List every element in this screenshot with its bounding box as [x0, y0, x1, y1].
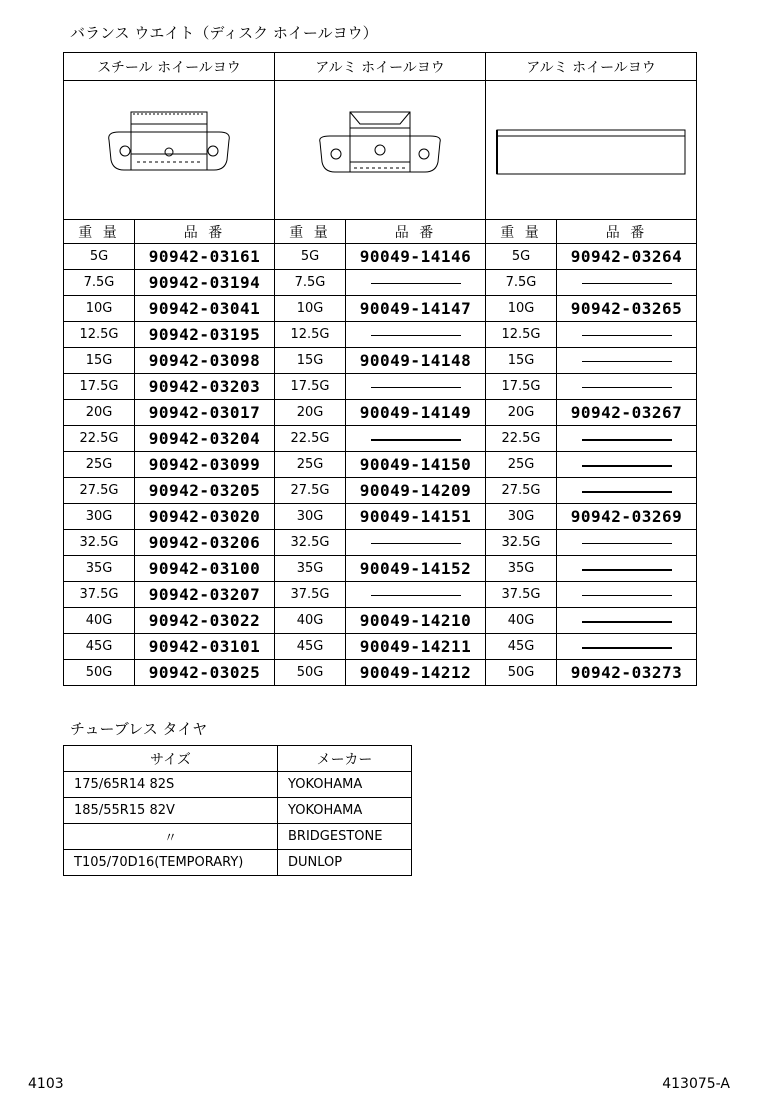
alloy-weight-cell: 20G — [275, 400, 346, 426]
tire-maker-cell: BRIDGESTONE — [278, 824, 412, 850]
steel-part-number: 90942-03195 — [135, 322, 275, 348]
not-applicable-dash — [582, 569, 672, 571]
alloy-weight-cell: 40G — [275, 608, 346, 634]
steel-weight-header: 重 量 — [64, 220, 135, 244]
not-applicable-dash — [371, 595, 461, 596]
alloy-weight-cell: 22.5G — [275, 426, 346, 452]
alloy-part-number: 90049-14147 — [346, 296, 486, 322]
alloy2-weight-cell: 45G — [486, 634, 557, 660]
table-row — [64, 634, 697, 660]
alloy2-part-number — [557, 556, 697, 582]
alloy2-part-number — [557, 634, 697, 660]
alloy2-part-number — [557, 322, 697, 348]
maker-header: メーカー — [278, 746, 412, 772]
not-applicable-dash — [371, 543, 461, 544]
alloy2-part-number: 90942-03269 — [557, 504, 697, 530]
alloy2-weight-cell: 40G — [486, 608, 557, 634]
table-row — [64, 348, 697, 374]
alloy2-part-number — [557, 478, 697, 504]
not-applicable-dash — [582, 543, 672, 544]
alloy-part-number — [346, 270, 486, 296]
table-row — [64, 530, 697, 556]
alloy-weight-cell: 17.5G — [275, 374, 346, 400]
steel-part-header: 品 番 — [135, 220, 275, 244]
alloy-part-number: 90049-14211 — [346, 634, 486, 660]
alloy2-weight-cell: 10G — [486, 296, 557, 322]
alloy-weight-cell: 30G — [275, 504, 346, 530]
steel-part-number: 90942-03194 — [135, 270, 275, 296]
not-applicable-dash — [582, 439, 672, 441]
steel-part-number: 90942-03017 — [135, 400, 275, 426]
steel-part-number: 90942-03098 — [135, 348, 275, 374]
tire-size-cell: 175/65R14 82S — [64, 772, 278, 798]
steel-weight-cell: 20G — [64, 400, 135, 426]
alloy2-part-number — [557, 348, 697, 374]
alloy-weight-cell: 32.5G — [275, 530, 346, 556]
alloy2-weight-cell: 35G — [486, 556, 557, 582]
not-applicable-dash — [371, 283, 461, 284]
alloy2-weight-cell: 7.5G — [486, 270, 557, 296]
table-row — [64, 400, 697, 426]
not-applicable-dash — [582, 283, 672, 284]
tire-size-cell: T105/70D16(TEMPORARY) — [64, 850, 278, 876]
alloy2-part-number — [557, 374, 697, 400]
steel-weight-cell: 35G — [64, 556, 135, 582]
tire-row — [64, 798, 412, 824]
alloy-part-number: 90049-14212 — [346, 660, 486, 686]
alloy2-weight-cell: 12.5G — [486, 322, 557, 348]
tire-size-cell: 〃 — [64, 824, 278, 850]
alloy-weight-cell: 37.5G — [275, 582, 346, 608]
table-row — [64, 556, 697, 582]
alloy2-part-number — [557, 452, 697, 478]
alloy2-part-number — [557, 582, 697, 608]
not-applicable-dash — [371, 387, 461, 388]
alloy-part-number: 90049-14209 — [346, 478, 486, 504]
alloy-weight-illustration — [275, 81, 486, 220]
steel-part-number: 90942-03022 — [135, 608, 275, 634]
alloy2-weight-cell: 30G — [486, 504, 557, 530]
steel-part-number: 90942-03205 — [135, 478, 275, 504]
tire-row — [64, 772, 412, 798]
table-row — [64, 244, 697, 270]
steel-part-number: 90942-03206 — [135, 530, 275, 556]
tire-maker-cell: YOKOHAMA — [278, 772, 412, 798]
not-applicable-dash — [582, 621, 672, 623]
alloy-weight-cell: 35G — [275, 556, 346, 582]
alloy2-weight-cell: 22.5G — [486, 426, 557, 452]
alloy2-weight-cell: 32.5G — [486, 530, 557, 556]
not-applicable-dash — [582, 491, 672, 493]
table-row — [64, 582, 697, 608]
alloy2-weight-cell: 20G — [486, 400, 557, 426]
alloy-weight-cell: 25G — [275, 452, 346, 478]
steel-weight-cell: 45G — [64, 634, 135, 660]
alloy-part-number: 90049-14146 — [346, 244, 486, 270]
size-header: サイズ — [64, 746, 278, 772]
tire-row — [64, 824, 412, 850]
steel-weight-cell: 15G — [64, 348, 135, 374]
table-row — [64, 296, 697, 322]
alloy2-weight-cell: 5G — [486, 244, 557, 270]
steel-weight-cell: 22.5G — [64, 426, 135, 452]
alloy2-part-number: 90942-03265 — [557, 296, 697, 322]
alloy-part-number — [346, 530, 486, 556]
alloy2-weight-cell: 17.5G — [486, 374, 557, 400]
steel-part-number: 90942-03204 — [135, 426, 275, 452]
alloy2-part-number — [557, 426, 697, 452]
table-row — [64, 478, 697, 504]
alloy-weight-cell: 12.5G — [275, 322, 346, 348]
steel-weight-cell: 32.5G — [64, 530, 135, 556]
alloy-weight-cell: 45G — [275, 634, 346, 660]
steel-part-number: 90942-03099 — [135, 452, 275, 478]
adhesive-weight-illustration — [486, 81, 697, 220]
alloy2-part-number — [557, 270, 697, 296]
steel-weight-cell: 17.5G — [64, 374, 135, 400]
steel-weight-cell: 5G — [64, 244, 135, 270]
alloy-wheel-column-header: アルミ ホイールヨウ — [275, 53, 486, 81]
adhesive-weight-strip-icon — [493, 120, 689, 180]
alloy-part-number: 90049-14148 — [346, 348, 486, 374]
not-applicable-dash — [582, 647, 672, 649]
steel-part-number: 90942-03161 — [135, 244, 275, 270]
alloy-part-number — [346, 426, 486, 452]
tire-size-cell: 185/55R15 82V — [64, 798, 278, 824]
tire-maker-cell: DUNLOP — [278, 850, 412, 876]
alloy-weight-cell: 27.5G — [275, 478, 346, 504]
steel-part-number: 90942-03041 — [135, 296, 275, 322]
alloy-part-number: 90049-14151 — [346, 504, 486, 530]
alloy-part-number: 90049-14150 — [346, 452, 486, 478]
table-row — [64, 270, 697, 296]
steel-part-number: 90942-03020 — [135, 504, 275, 530]
not-applicable-dash — [582, 465, 672, 467]
alloy-weight-cell: 15G — [275, 348, 346, 374]
alloy2-part-number — [557, 530, 697, 556]
alloy-weight-cell: 7.5G — [275, 270, 346, 296]
not-applicable-dash — [582, 335, 672, 336]
steel-weight-cell: 37.5G — [64, 582, 135, 608]
steel-part-number: 90942-03100 — [135, 556, 275, 582]
alloy-part-number: 90049-14152 — [346, 556, 486, 582]
alloy-part-number: 90049-14210 — [346, 608, 486, 634]
table-row — [64, 608, 697, 634]
alloy-weight-header: 重 量 — [275, 220, 346, 244]
alloy-part-number — [346, 374, 486, 400]
alloy-weight-cell: 10G — [275, 296, 346, 322]
steel-part-number: 90942-03101 — [135, 634, 275, 660]
steel-weight-cell: 12.5G — [64, 322, 135, 348]
not-applicable-dash — [582, 387, 672, 388]
not-applicable-dash — [582, 595, 672, 596]
alloy2-weight-cell: 15G — [486, 348, 557, 374]
steel-weight-cell: 7.5G — [64, 270, 135, 296]
steel-weight-cell: 40G — [64, 608, 135, 634]
not-applicable-dash — [371, 439, 461, 441]
steel-weight-cell: 50G — [64, 660, 135, 686]
steel-weight-cell: 10G — [64, 296, 135, 322]
alloy-part-header: 品 番 — [346, 220, 486, 244]
alloy-part-number — [346, 582, 486, 608]
steel-clip-weight-icon — [99, 110, 239, 190]
alloy2-weight-cell: 27.5G — [486, 478, 557, 504]
table-row — [64, 374, 697, 400]
table-row — [64, 322, 697, 348]
steel-part-number: 90942-03207 — [135, 582, 275, 608]
table-row — [64, 660, 697, 686]
steel-part-number: 90942-03025 — [135, 660, 275, 686]
tire-section-title: チューブレス タイヤ — [70, 720, 208, 738]
alloy2-weight-cell: 37.5G — [486, 582, 557, 608]
tire-row — [64, 850, 412, 876]
tire-table — [63, 745, 412, 876]
alloy-wheel-column-header-2: アルミ ホイールヨウ — [486, 53, 697, 81]
alloy2-weight-header: 重 量 — [486, 220, 557, 244]
alloy2-weight-cell: 25G — [486, 452, 557, 478]
steel-weight-cell: 30G — [64, 504, 135, 530]
not-applicable-dash — [582, 361, 672, 362]
alloy-weight-cell: 5G — [275, 244, 346, 270]
figure-code: 413075-A — [662, 1076, 730, 1092]
alloy-clip-weight-icon — [310, 110, 450, 190]
tire-maker-cell: YOKOHAMA — [278, 798, 412, 824]
steel-wheel-column-header: スチール ホイールヨウ — [64, 53, 275, 81]
alloy2-part-number: 90942-03267 — [557, 400, 697, 426]
table-row — [64, 426, 697, 452]
alloy2-part-number — [557, 608, 697, 634]
balance-weight-title: バランス ウエイト（ディスク ホイールヨウ） — [70, 24, 378, 42]
alloy-part-number: 90049-14149 — [346, 400, 486, 426]
steel-part-number: 90942-03203 — [135, 374, 275, 400]
steel-weight-cell: 27.5G — [64, 478, 135, 504]
not-applicable-dash — [371, 335, 461, 336]
page-number: 4103 — [28, 1076, 64, 1092]
balance-weight-table — [63, 52, 697, 686]
table-row — [64, 504, 697, 530]
alloy-weight-cell: 50G — [275, 660, 346, 686]
alloy2-part-number: 90942-03273 — [557, 660, 697, 686]
alloy-part-number — [346, 322, 486, 348]
steel-weight-cell: 25G — [64, 452, 135, 478]
alloy2-weight-cell: 50G — [486, 660, 557, 686]
table-row — [64, 452, 697, 478]
alloy2-part-number: 90942-03264 — [557, 244, 697, 270]
alloy2-part-header: 品 番 — [557, 220, 697, 244]
steel-weight-illustration — [64, 81, 275, 220]
